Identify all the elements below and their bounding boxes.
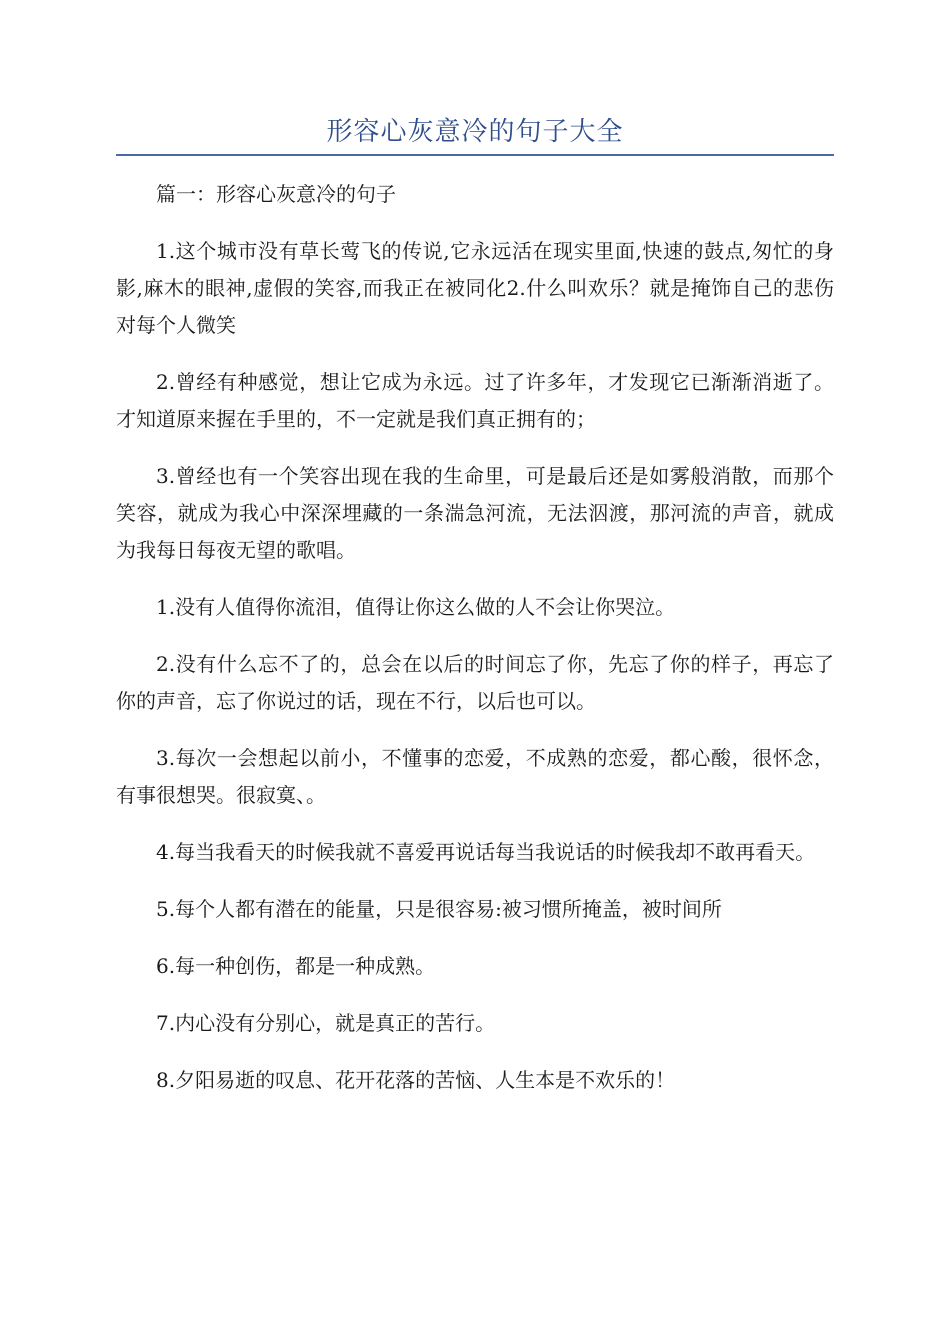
paragraph: 2.曾经有种感觉，想让它成为永远。过了许多年，才发现它已渐渐消逝了。才知道原来握在手里的，不一定就是我们真正拥有的； [116,370,834,431]
paragraph: 3.每次一会想起以前小，不懂事的恋爱，不成熟的恋爱，都心酸，很怀念，有事很想哭。很寂寞、。 [116,746,834,807]
paragraph: 2.没有什么忘不了的，总会在以后的时间忘了你，先忘了你的样子，再忘了你的声音，忘了你说过的话，现在不行，以后也可以。 [116,652,834,713]
title-divider [116,154,834,156]
section-heading: 篇一：形容心灰意冷的句子 [156,182,396,206]
paragraph: 5.每个人都有潜在的能量，只是很容易:被习惯所掩盖，被时间所 [156,897,722,921]
paragraph: 7.内心没有分别心，就是真正的苦行。 [156,1011,496,1035]
paragraph: 8.夕阳易逝的叹息、花开花落的苦恼、人生本是不欢乐的！ [156,1068,676,1092]
paragraph: 4.每当我看天的时候我就不喜爱再说话每当我说话的时候我却不敢再看天。 [156,840,816,864]
paragraph: 1.这个城市没有草长莺飞的传说,它永远活在现实里面,快速的鼓点,匆忙的身影,麻木的眼神,虚假的笑容,而我正在被同化2.什么叫欢乐？就是掩饰自己的悲伤对每个人微笑 [116,239,834,337]
document-body [116,176,834,1119]
paragraph: 6.每一种创伤，都是一种成熟。 [156,954,436,978]
page-title: 形容心灰意冷的句子大全 [326,117,624,147]
paragraph: 3.曾经也有一个笑容出现在我的生命里，可是最后还是如雾般消散，而那个笑容，就成为我心中深深埋藏的一条湍急河流，无法泅渡，那河流的声音，就成为我每日每夜无望的歌唱。 [116,464,834,562]
paragraph: 1.没有人值得你流泪，值得让你这么做的人不会让你哭泣。 [156,595,676,619]
